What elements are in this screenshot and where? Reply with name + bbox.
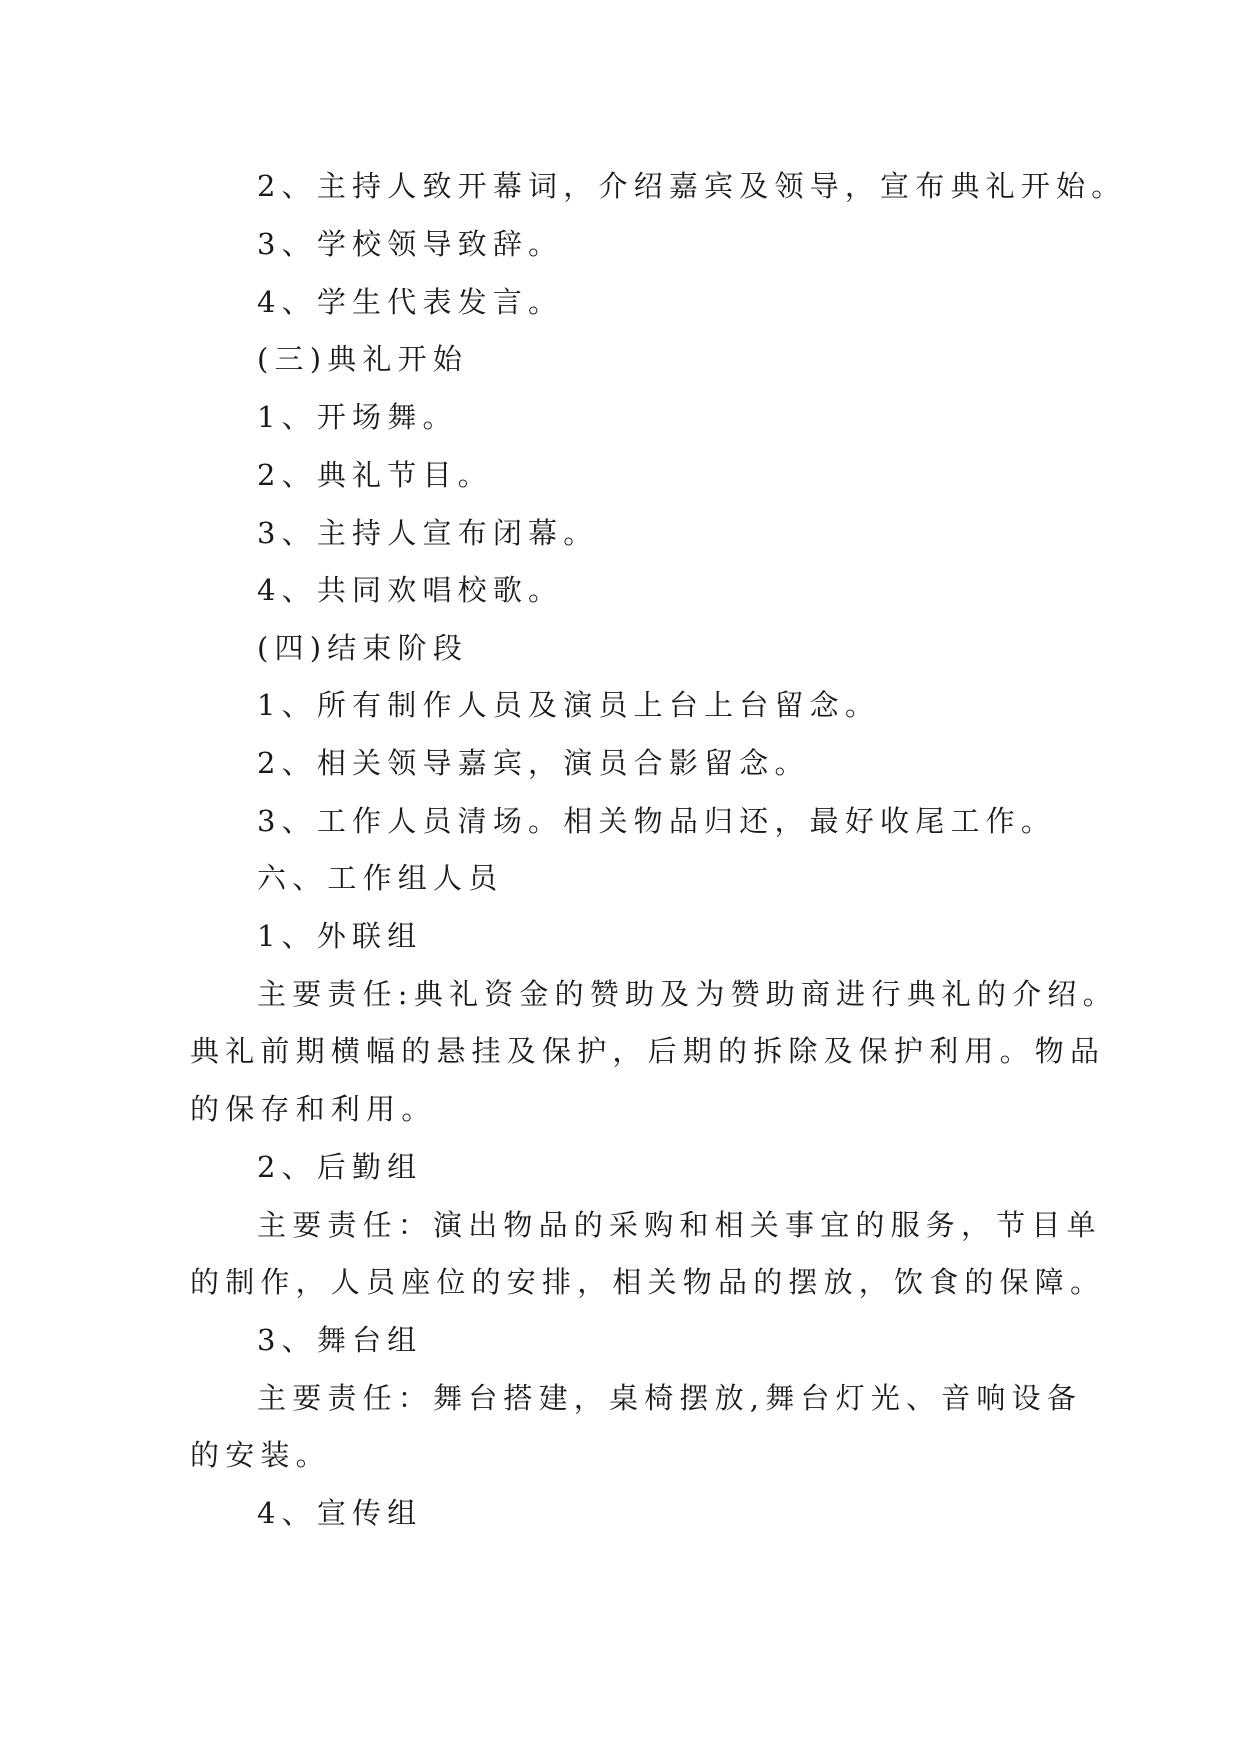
list-item: 2、主持人致开幕词，介绍嘉宾及领导，宣布典礼开始。 bbox=[257, 169, 1127, 203]
section-heading: (三)典礼开始 bbox=[257, 342, 469, 376]
list-item: 4、共同欢唱校歌。 bbox=[257, 573, 564, 607]
paragraph-line: 主要责任：舞台搭建，桌椅摆放,舞台灯光、音响设备 bbox=[257, 1381, 1083, 1415]
group-heading: 1、外联组 bbox=[257, 919, 423, 953]
list-item: 1、所有制作人员及演员上台上台留念。 bbox=[257, 688, 881, 722]
list-item: 3、学校领导致辞。 bbox=[257, 227, 564, 261]
list-item: 1、开场舞。 bbox=[257, 400, 458, 434]
paragraph-line: 典礼前期横幅的悬挂及保护，后期的拆除及保护利用。物品 bbox=[190, 1034, 1106, 1068]
list-item: 2、相关领导嘉宾，演员合影留念。 bbox=[257, 746, 810, 780]
list-item: 2、典礼节目。 bbox=[257, 458, 493, 492]
group-heading: 2、后勤组 bbox=[257, 1150, 423, 1184]
group-heading: 4、宣传组 bbox=[257, 1496, 423, 1530]
section-heading: 六、工作组人员 bbox=[257, 861, 504, 895]
paragraph-line: 主要责任：演出物品的采购和相关事宜的服务，节目单 bbox=[257, 1208, 1102, 1242]
list-item: 3、工作人员清场。相关物品归还，最好收尾工作。 bbox=[257, 804, 1057, 838]
list-item: 3、主持人宣布闭幕。 bbox=[257, 516, 599, 550]
paragraph-line: 主要责任:典礼资金的赞助及为赞助商进行典礼的介绍。 bbox=[257, 977, 1118, 1011]
paragraph-line: 的保存和利用。 bbox=[190, 1092, 437, 1126]
paragraph-line: 的制作，人员座位的安排，相关物品的摆放，饮食的保障。 bbox=[190, 1265, 1106, 1299]
section-heading: (四)结束阶段 bbox=[257, 631, 469, 665]
paragraph-line: 的安装。 bbox=[190, 1438, 331, 1472]
list-item: 4、学生代表发言。 bbox=[257, 285, 564, 319]
group-heading: 3、舞台组 bbox=[257, 1323, 423, 1357]
